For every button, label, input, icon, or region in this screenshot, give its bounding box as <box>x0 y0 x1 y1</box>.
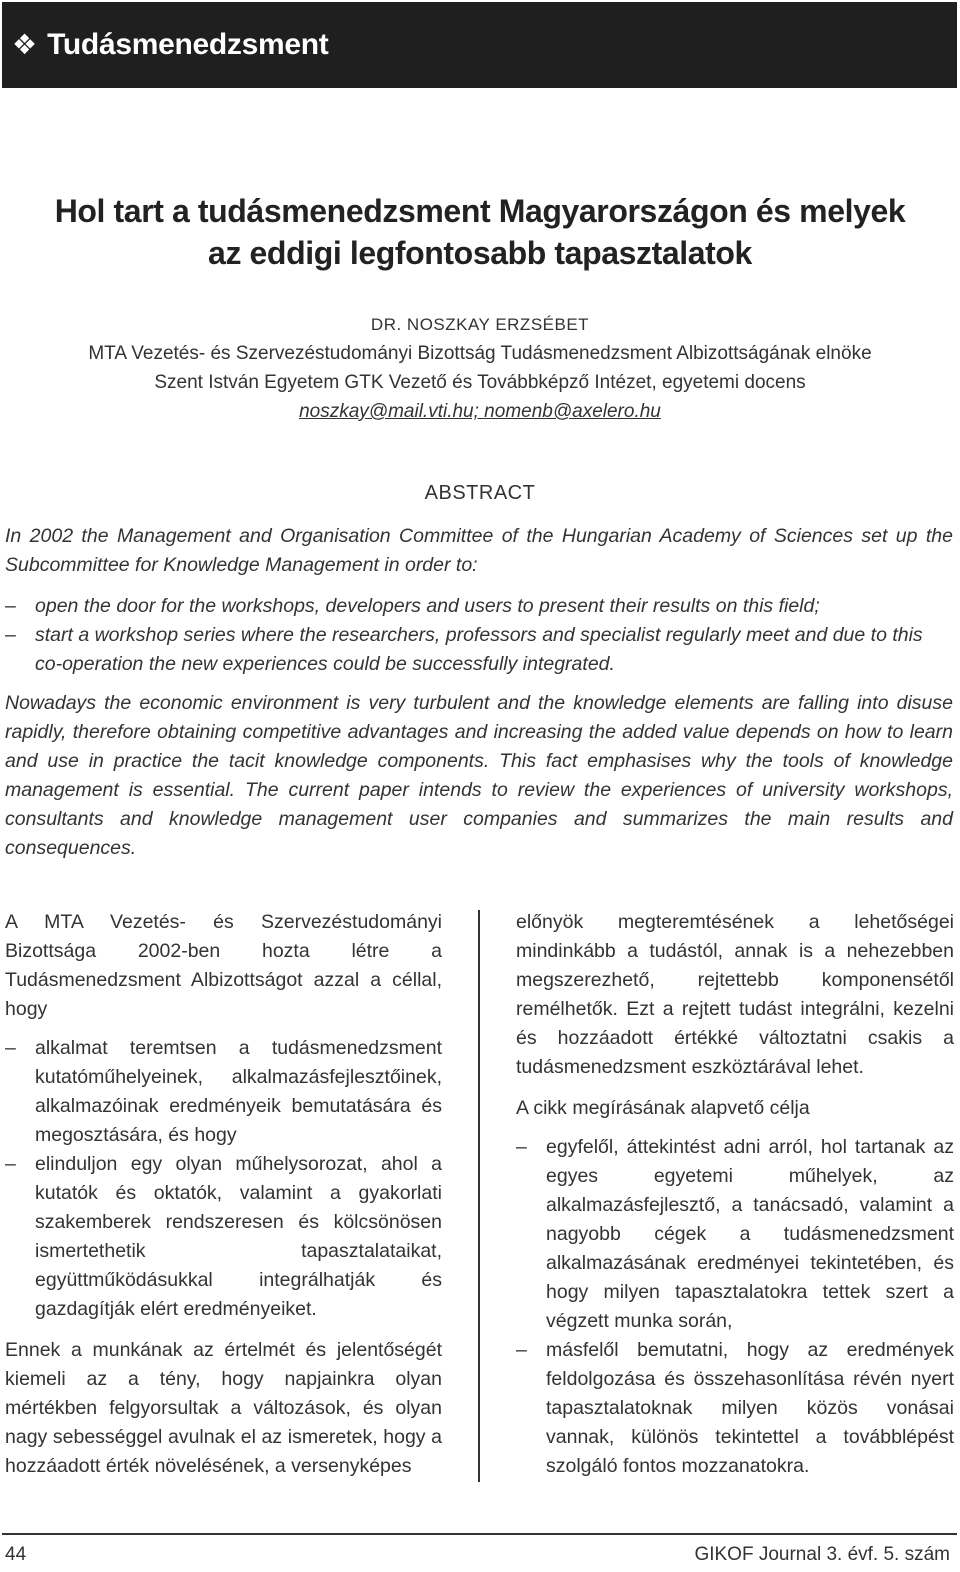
dash-icon: – <box>5 1153 16 1175</box>
abstract <box>5 522 953 863</box>
abstract-body: Nowadays the economic environment is very turbulent and the knowledge elements are falling into disuse rapidly, therefore obtaining competitive advantages and increasing the added value depends on how to learn and use in practice the tacit knowledge components. This fact emphasises why the tools of knowledge management is essential. The current paper intends to review the experiences of university workshops, consultants and knowledge management user companies and summarizes the main results and consequences. <box>5 692 953 859</box>
right-subheading: A cikk megírásának alapvető célja <box>516 1097 810 1119</box>
diamond-icon: ❖ <box>12 29 38 60</box>
abstract-list <box>5 592 953 679</box>
page-number: 44 <box>5 1544 27 1565</box>
list-item: – open the door for the workshops, developers and users to present their results on this field; <box>5 592 953 621</box>
dash-icon: – <box>516 1339 527 1361</box>
section-title: Tudásmenedzsment <box>47 28 329 61</box>
right-paragraph: előnyök megteremtésének a lehetőségei mindinkább a tudástól, annak is a nehezebben megszerezhető, rejtettebb komponensétől remélhetők. Ezt a rejtett tudást integrálni, kezelni és hozzáadott értékké változtatni csakis a tudásmenedzsment eszköztárával lehet. <box>516 911 954 1078</box>
column-divider <box>478 910 480 1482</box>
list-item: – egyfelől, áttekintést adni arról, hol tartanak az egyes egyetemi műhelyek, az alkalmazásfejlesztő, a tanácsadó, valamint a nagyobb cégek a tudásmenedzsment alkalmazásának eredményei tekintetében, és hogy milyen tapasztalatokra tettek szert a végzett munka során, <box>516 1133 954 1336</box>
journal-name: GIKOF Journal 3. évf. 5. szám <box>694 1544 950 1565</box>
dash-icon: – <box>5 1037 16 1059</box>
left-column <box>5 908 442 1481</box>
abstract-intro: In 2002 the Management and Organisation Committee of the Hungarian Academy of Sciences set up the Subcommittee for Knowledge Management in order to: <box>5 525 953 576</box>
right-column <box>516 908 954 1493</box>
list-item: – start a workshop series where the researchers, professors and specialist regularly meet and due to this co-operation the new experiences could be successfully integrated. <box>5 621 953 679</box>
author-block <box>0 310 960 426</box>
list-item: – elinduljon egy olyan műhelysorozat, ahol a kutatók és oktatók, valamint a gyakorlati szakemberek rendszeresen és kölcsönösen ismertethetik tapasztalataikat, együttműködásukkal integrálhatják és gazdagítják elért eredményeiket. <box>5 1150 442 1324</box>
abstract-heading: ABSTRACT <box>424 482 536 504</box>
article-title-line-2: az eddigi legfontosabb tapasztalatok <box>208 235 752 271</box>
dash-icon: – <box>5 624 16 646</box>
section-header <box>2 2 957 88</box>
right-list <box>516 1133 954 1481</box>
dash-icon: – <box>5 595 16 617</box>
article-title <box>0 190 960 274</box>
left-paragraph: Ennek a munkának az értelmét és jelentőségét kiemeli az a tény, hogy napjainkra olyan mértékben felgyorsultak a változások, és olyan nagy sebességgel avulnak el az ismeretek, hogy a hozzáadott érték növelésének, a versenyképes <box>5 1339 442 1477</box>
footer-rule <box>2 1533 957 1535</box>
author-name: DR. NOSZKAY ERZSÉBET <box>370 315 590 334</box>
left-intro: A MTA Vezetés- és Szervezéstudományi Bizottsága 2002-ben hozta létre a Tudásmenedzsment Albizottságot azzal a céllal, hogy <box>5 911 442 1020</box>
author-email-link[interactable]: noszkay@mail.vti.hu; nomenb@axelero.hu <box>299 401 661 422</box>
dash-icon: – <box>516 1136 527 1158</box>
list-item: – másfelől bemutatni, hogy az eredmények feldolgozása és összehasonlítása révén nyert tapasztalatoknak milyen közös vonásai vannak, különös tekintettel a továbblépést szolgáló fontos mozzanatokra. <box>516 1336 954 1481</box>
article-title-line-1: Hol tart a tudásmenedzsment Magyarországon és melyek <box>54 193 906 229</box>
left-list <box>5 1034 442 1324</box>
list-item: – alkalmat teremtsen a tudásmenedzsment kutatóműhelyeinek, alkalmazásfejlesztőinek, alkalmazóinak eredményeik bemutatására és megosztására, és hogy <box>5 1034 442 1150</box>
author-affiliation-1: MTA Vezetés- és Szervezéstudományi Bizottság Tudásmenedzsment Albizottságának elnöke <box>88 343 872 364</box>
author-affiliation-2: Szent István Egyetem GTK Vezető és Továbbképző Intézet, egyetemi docens <box>154 372 806 393</box>
